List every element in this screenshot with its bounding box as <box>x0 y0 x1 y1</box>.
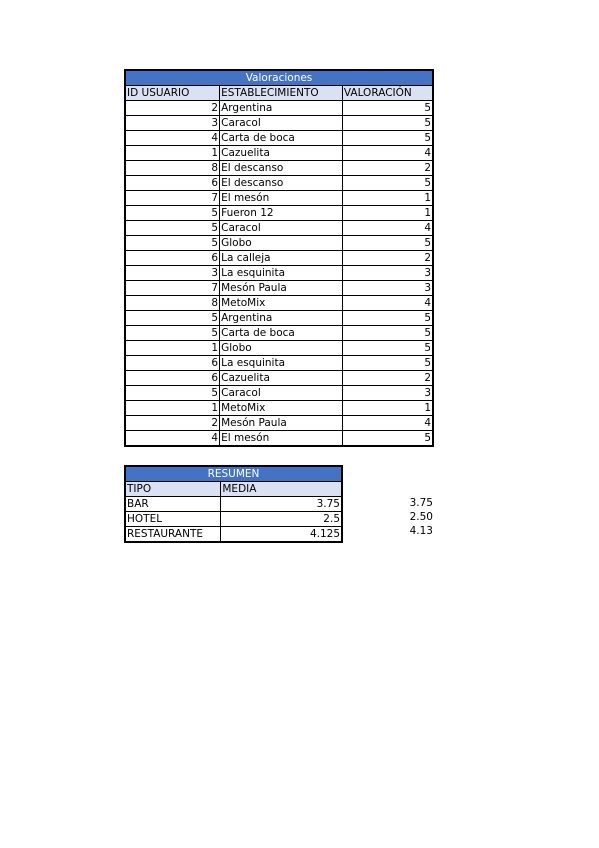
user-id-cell: 1 <box>125 146 220 161</box>
user-id-cell: 3 <box>125 116 220 131</box>
establishment-cell: Fueron 12 <box>220 206 343 221</box>
rating-cell: 2 <box>342 161 433 176</box>
establishment-cell: MetoMix <box>220 401 343 416</box>
table-row <box>125 161 433 176</box>
rating-cell: 5 <box>342 131 433 146</box>
rounded-mean-value: 4.13 <box>409 525 433 537</box>
rating-cell: 4 <box>342 296 433 311</box>
type-cell: HOTEL <box>125 512 221 527</box>
table-row <box>125 401 433 416</box>
user-id-cell: 3 <box>125 266 220 281</box>
col-header-type: TIPO <box>125 482 221 497</box>
rating-cell: 4 <box>342 416 433 431</box>
summary-header-row <box>125 482 342 497</box>
rounded-means-column <box>360 497 433 539</box>
establishment-cell: Argentina <box>220 101 343 116</box>
rating-cell: 5 <box>342 326 433 341</box>
table-row <box>125 281 433 296</box>
establishment-cell: La esquinita <box>220 356 343 371</box>
ratings-title: Valoraciones <box>125 70 433 86</box>
table-row <box>125 131 433 146</box>
rating-cell: 5 <box>342 101 433 116</box>
table-row <box>125 116 433 131</box>
rating-cell: 2 <box>342 371 433 386</box>
table-row <box>125 221 433 236</box>
user-id-cell: 4 <box>125 131 220 146</box>
table-row <box>125 251 433 266</box>
type-cell: BAR <box>125 497 221 512</box>
table-row <box>125 497 342 512</box>
col-header-establishment: ESTABLECIMIENTO <box>220 86 343 101</box>
table-row <box>125 386 433 401</box>
table-row <box>125 146 433 161</box>
rating-cell: 3 <box>342 281 433 296</box>
rating-cell: 4 <box>342 221 433 236</box>
rating-cell: 5 <box>342 116 433 131</box>
type-cell: RESTAURANTE <box>125 527 221 543</box>
user-id-cell: 5 <box>125 236 220 251</box>
user-id-cell: 5 <box>125 221 220 236</box>
rating-cell: 5 <box>342 356 433 371</box>
establishment-cell: Cazuelita <box>220 371 343 386</box>
table-row <box>125 101 433 116</box>
table-row <box>125 371 433 386</box>
user-id-cell: 5 <box>125 326 220 341</box>
establishment-cell: Caracol <box>220 116 343 131</box>
table-row <box>125 206 433 221</box>
establishment-cell: El mesón <box>220 191 343 206</box>
table-row <box>125 431 433 447</box>
rating-cell: 5 <box>342 311 433 326</box>
user-id-cell: 1 <box>125 341 220 356</box>
establishment-cell: La calleja <box>220 251 343 266</box>
rating-cell: 3 <box>342 266 433 281</box>
establishment-cell: Argentina <box>220 311 343 326</box>
rating-cell: 4 <box>342 146 433 161</box>
table-row <box>125 326 433 341</box>
table-row <box>125 341 433 356</box>
mean-cell: 2.5 <box>221 512 342 527</box>
user-id-cell: 6 <box>125 176 220 191</box>
establishment-cell: Carta de boca <box>220 131 343 146</box>
user-id-cell: 7 <box>125 281 220 296</box>
user-id-cell: 2 <box>125 416 220 431</box>
user-id-cell: 2 <box>125 101 220 116</box>
establishment-cell: Mesón Paula <box>220 281 343 296</box>
summary-title: RESUMEN <box>125 466 342 482</box>
table-row <box>125 311 433 326</box>
user-id-cell: 7 <box>125 191 220 206</box>
user-id-cell: 6 <box>125 251 220 266</box>
establishment-cell: Globo <box>220 341 343 356</box>
rating-cell: 2 <box>342 251 433 266</box>
table-row <box>125 296 433 311</box>
col-header-rating: VALORACIÓN <box>342 86 433 101</box>
table-row <box>125 512 342 527</box>
summary-table <box>124 465 343 543</box>
ratings-table <box>124 69 434 447</box>
rating-cell: 5 <box>342 176 433 191</box>
table-row <box>125 356 433 371</box>
establishment-cell: MetoMix <box>220 296 343 311</box>
rating-cell: 5 <box>342 341 433 356</box>
rating-cell: 1 <box>342 191 433 206</box>
table-row <box>125 527 342 543</box>
establishment-cell: El mesón <box>220 431 343 447</box>
table-row <box>125 236 433 251</box>
establishment-cell: El descanso <box>220 176 343 191</box>
table-row <box>125 416 433 431</box>
col-header-user-id: ID USUARIO <box>125 86 220 101</box>
establishment-cell: Carta de boca <box>220 326 343 341</box>
table-row <box>125 191 433 206</box>
rating-cell: 1 <box>342 401 433 416</box>
rating-cell: 5 <box>342 236 433 251</box>
rating-cell: 1 <box>342 206 433 221</box>
table-row <box>125 176 433 191</box>
col-header-mean: MEDIA <box>221 482 342 497</box>
table-row <box>125 266 433 281</box>
establishment-cell: Mesón Paula <box>220 416 343 431</box>
rating-cell: 5 <box>342 431 433 447</box>
establishment-cell: Caracol <box>220 221 343 236</box>
establishment-cell: La esquinita <box>220 266 343 281</box>
establishment-cell: Globo <box>220 236 343 251</box>
establishment-cell: El descanso <box>220 161 343 176</box>
establishment-cell: Caracol <box>220 386 343 401</box>
establishment-cell: Cazuelita <box>220 146 343 161</box>
mean-cell: 4.125 <box>221 527 342 543</box>
user-id-cell: 6 <box>125 356 220 371</box>
mean-cell: 3.75 <box>221 497 342 512</box>
user-id-cell: 1 <box>125 401 220 416</box>
user-id-cell: 5 <box>125 386 220 401</box>
rounded-mean-value: 2.50 <box>409 511 433 523</box>
user-id-cell: 5 <box>125 311 220 326</box>
user-id-cell: 8 <box>125 161 220 176</box>
user-id-cell: 5 <box>125 206 220 221</box>
user-id-cell: 8 <box>125 296 220 311</box>
ratings-header-row <box>125 86 433 101</box>
rounded-mean-value: 3.75 <box>409 497 433 509</box>
user-id-cell: 4 <box>125 431 220 447</box>
user-id-cell: 6 <box>125 371 220 386</box>
rating-cell: 3 <box>342 386 433 401</box>
